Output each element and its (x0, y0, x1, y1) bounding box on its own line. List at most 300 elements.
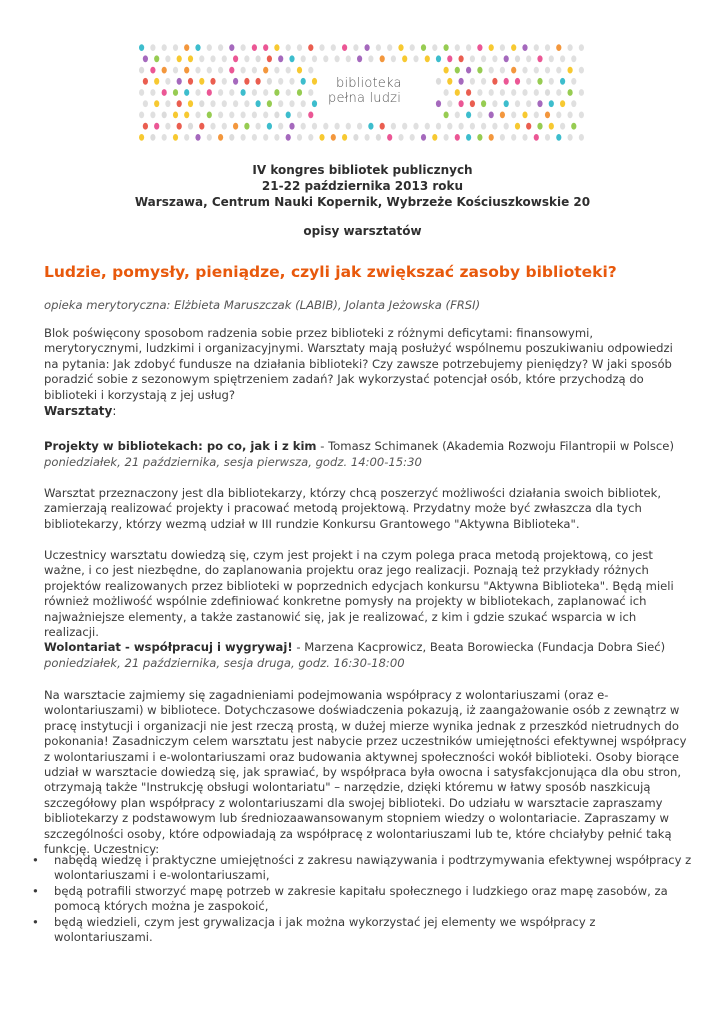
decorative-dot (444, 44, 449, 51)
decorative-dot (534, 89, 539, 96)
decorative-dot (560, 55, 565, 62)
decorative-dot (537, 78, 542, 85)
decorative-dot (447, 123, 452, 130)
workshop-1-authors: - Tomasz Schimanek (Akademia Rozwoju Filantropii w Polsce) (316, 439, 674, 453)
decorative-dot (199, 78, 204, 85)
decorative-dot (195, 44, 200, 51)
decorative-dot (504, 100, 509, 107)
decorative-dot (154, 123, 159, 130)
decorative-dot (210, 100, 215, 107)
decorative-dot (263, 134, 268, 141)
decorative-dot (522, 44, 527, 51)
decorative-dot (459, 55, 464, 62)
decorative-dot (297, 89, 302, 96)
decorative-dot (500, 44, 505, 51)
decorative-dot (522, 89, 527, 96)
decorative-dot (244, 78, 249, 85)
list-item (32, 853, 692, 884)
decorative-dot (301, 123, 306, 130)
document-subtitle: opisy warsztatów (303, 224, 422, 238)
workshop-1-schedule: poniedziałek, 21 października, sesja pierwsza, godz. 14:00-15:30 (44, 455, 422, 469)
decorative-dot (139, 112, 144, 119)
decorative-dot (274, 134, 279, 141)
decorative-dot (500, 67, 505, 74)
decorative-dot (289, 100, 294, 107)
decorative-dot (150, 44, 155, 51)
workshops-label-colon: : (112, 404, 117, 418)
workshop-1-paragraph-1: Warsztat przeznaczony jest dla bibliotekarzy, którzy chcą poszerzyć możliwości działania swoich bibliotek, zamierzają realizować projekty i pracować metodą projektową. Przydatny może być zwłaszcza dla tych bibliotekarzy, którzy wezmą udział w III rundzie Konkursu Grantowego "Aktywna Biblioteka". (44, 486, 662, 531)
decorative-dot (165, 123, 170, 130)
workshop-1-title: Projekty w bibliotekach: po co, jak i z kim (44, 439, 317, 453)
decorative-dot (252, 112, 257, 119)
decorative-dot (308, 112, 313, 119)
decorative-dot (537, 100, 542, 107)
decorative-dot (241, 112, 246, 119)
decorative-dot (335, 55, 340, 62)
decorative-dot (286, 112, 291, 119)
decorative-dot (162, 67, 167, 74)
decorative-dot (534, 44, 539, 51)
decorative-dot (233, 123, 238, 130)
decorative-dot (252, 44, 257, 51)
decorative-dot (444, 67, 449, 74)
decorative-dot (188, 78, 193, 85)
decorative-dot (301, 100, 306, 107)
decorative-dot (165, 100, 170, 107)
decorative-dot (331, 134, 336, 141)
decorative-dot (244, 55, 249, 62)
decorative-dot (515, 100, 520, 107)
decorative-dot (233, 78, 238, 85)
decorative-dot (263, 112, 268, 119)
decorative-dot (526, 100, 531, 107)
decorative-dot (568, 89, 573, 96)
decorative-dot (436, 100, 441, 107)
decorative-dot (571, 55, 576, 62)
decorative-dot (218, 67, 223, 74)
decorative-dot (511, 44, 516, 51)
decorative-dot (492, 100, 497, 107)
decorative-dot (534, 112, 539, 119)
decorative-dot (139, 67, 144, 74)
decorative-dot (534, 67, 539, 74)
decorative-dot (319, 134, 324, 141)
decorative-dot (274, 44, 279, 51)
decorative-dot (436, 78, 441, 85)
decorative-dot (515, 55, 520, 62)
decorative-dot (470, 78, 475, 85)
decorative-dot (571, 100, 576, 107)
banner-line-2: pełna ludzi (328, 91, 402, 106)
decorative-dot (537, 123, 542, 130)
decorative-dot (447, 100, 452, 107)
decorative-dot (241, 89, 246, 96)
decorative-dot (549, 123, 554, 130)
decorative-dot (455, 89, 460, 96)
decorative-dot (308, 67, 313, 74)
decorative-dot (481, 78, 486, 85)
decorative-dot (380, 123, 385, 130)
decorative-dot (241, 67, 246, 74)
decorative-dot (297, 112, 302, 119)
decorative-dot (492, 55, 497, 62)
decorative-dot (579, 67, 584, 74)
decorative-dot (511, 112, 516, 119)
decorative-dot (263, 44, 268, 51)
decorative-dot (466, 112, 471, 119)
decorative-dot (244, 100, 249, 107)
decorative-dot (402, 55, 407, 62)
decorative-dot (297, 67, 302, 74)
decorative-dot (229, 89, 234, 96)
decorative-dot (534, 134, 539, 141)
decorative-dot (515, 78, 520, 85)
decorative-dot (568, 112, 573, 119)
decorative-dot (545, 44, 550, 51)
decorative-dot (165, 55, 170, 62)
decorative-dot (188, 100, 193, 107)
decorative-dot (387, 44, 392, 51)
decorative-dot (549, 100, 554, 107)
decorative-dot (139, 44, 144, 51)
decorative-dot (522, 134, 527, 141)
list-item-text: będą wiedzieli, czym jest grywalizacja i jak można wykorzystać jej elementy we współpracy z wolontariuszami. (54, 914, 596, 945)
decorative-dot (391, 55, 396, 62)
decorative-dot (560, 78, 565, 85)
decorative-dot (286, 134, 291, 141)
decorative-dot (173, 134, 178, 141)
decorative-dot (376, 44, 381, 51)
decorative-dot (504, 123, 509, 130)
decorative-dot (470, 100, 475, 107)
workshop-2-authors: - Marzena Kacprowicz, Beata Borowiecka (Fundacja Dobra Sieć) (292, 640, 666, 654)
decorative-dot (511, 134, 516, 141)
decorative-dot (256, 55, 261, 62)
decorative-dot (504, 55, 509, 62)
decorative-dot (229, 44, 234, 51)
decorative-dot (342, 134, 347, 141)
decorative-dot (568, 134, 573, 141)
decorative-dot (297, 44, 302, 51)
decorative-dot (556, 67, 561, 74)
decorative-dot (154, 78, 159, 85)
section-intro: Blok poświęcony sposobom radzenia sobie przez biblioteki z różnymi deficytami: finansowymi, merytorycznymi, ludzkimi i organizacyjnymi. Warsztaty mają posłużyć wspólnemu poszukiwaniu odpowiedzi na pytania: Jak zdobyć fundusze na działania biblioteki? Czy zawsze potrzebujemy pieniędzy? W jaki sposób poradzić sobie z sezonowym spiętrzeniem zadań? Jak wykorzystać potencjał osób, które przychodzą do biblioteki i korzystają z jej usług? (44, 326, 673, 402)
decorative-dot (504, 78, 509, 85)
decorative-dot (184, 134, 189, 141)
workshop-2-paragraph-1: Na warsztacie zajmiemy się zagadnieniami podejmowania współpracy z wolontariuszami (oraz e-wolontariuszami) w bibliotece. Dotychczasowe doświadczenia pokazują, iż zaangażowanie osób z zewnątrz w pracę instytucji i organizacji nie jest rzeczą prostą, w dużej mierze wynika jednak z przeszkód nietrudnych do pokonania! Zasadniczym celem warsztatu jest nabycie przez uczestników umiejętności efektywnej współpracy z wolontariuszami i e-wolontariuszami oraz budowania aktywnej społeczności wokół biblioteki. Osoby biorące udział w warsztacie dowiedzą się, jak sprawiać, by współpraca była owocna i satysfakcjonująca dla obu stron, otrzymają także "Instrukcję obsługi wolontariatu" – narzędzie, dzięki któremu w łatwy sposób naszkicują szczegółowy plan współpracy z wolontariuszami dla swojej biblioteki. Do udziału w warsztacie zapraszamy bibliotekarzy z podstawowym lub średniozaawansowanym stopniem wiedzy o wolontariacie. Zapraszamy w szczególności osoby, które odpowiadają za współpracę z wolontariuszami lub te, które chciałyby pełnić taką funkcję. Uczestnicy: (44, 688, 687, 857)
bullet-icon: • (32, 853, 39, 867)
decorative-dot (481, 100, 486, 107)
decorative-dot (301, 55, 306, 62)
decorative-dot (207, 112, 212, 119)
decorative-dot (267, 123, 272, 130)
decorative-dot (222, 123, 227, 130)
decorative-dot (323, 55, 328, 62)
decorative-dot (308, 134, 313, 141)
decorative-dot (368, 55, 373, 62)
list-item (32, 915, 692, 946)
decorative-dot (455, 112, 460, 119)
decorative-dot (173, 112, 178, 119)
decorative-dot (274, 89, 279, 96)
decorative-dot (492, 123, 497, 130)
decorative-dot (210, 78, 215, 85)
decorative-dot (477, 44, 482, 51)
decorative-dot (391, 123, 396, 130)
decorative-dot (436, 55, 441, 62)
list-item-text: nabędą wiedzę i praktyczne umiejętności z zakresu nawiązywania i podtrzymywania efektywnej współpracy z wolontariuszami i e-wolontariuszami, (54, 853, 692, 883)
list-item-text: będą potrafili stworzyć mapę potrzeb w zakresie kapitału społecznego i ludzkiego oraz mapę zasobów, za pomocą których można je zaspokoić, (54, 883, 668, 914)
decorative-dot (195, 67, 200, 74)
decorative-dot (252, 67, 257, 74)
banner-line-1: biblioteka (336, 76, 402, 91)
decorative-dot (545, 89, 550, 96)
decorative-dot (545, 67, 550, 74)
decorative-dot (477, 112, 482, 119)
decorative-dot (447, 55, 452, 62)
workshop-1-heading (44, 439, 689, 454)
decorative-dot (289, 78, 294, 85)
decorative-dot (233, 55, 238, 62)
decorative-dot (466, 67, 471, 74)
section-title: Ludzie, pomysły, pieniądze, czyli jak zwiększać zasoby biblioteki? (44, 263, 617, 281)
decorative-dot (492, 78, 497, 85)
decorative-dot (207, 134, 212, 141)
decorative-dot (455, 44, 460, 51)
decorative-dot (308, 89, 313, 96)
decorative-dot (357, 55, 362, 62)
decorative-dot (278, 55, 283, 62)
decorative-dot (218, 44, 223, 51)
decorative-dot (267, 100, 272, 107)
decorative-dot (195, 89, 200, 96)
decorative-dot (568, 67, 573, 74)
decorative-dot (522, 112, 527, 119)
decorative-dot (353, 134, 358, 141)
decorative-dot (143, 100, 148, 107)
decorative-dot (481, 123, 486, 130)
list-item (32, 884, 692, 915)
workshop-2-schedule: poniedziałek, 21 października, sesja druga, godz. 16:30-18:00 (44, 656, 405, 670)
decorative-dot (556, 112, 561, 119)
decorative-dot (229, 67, 234, 74)
decorative-dot (143, 123, 148, 130)
decorative-dot (195, 112, 200, 119)
decorative-dot (489, 67, 494, 74)
decorative-dot (455, 67, 460, 74)
decorative-dot (308, 44, 313, 51)
decorative-dot (511, 67, 516, 74)
decorative-dot (210, 55, 215, 62)
decorative-dot (312, 78, 317, 85)
workshop-2-heading (44, 640, 689, 655)
decorative-dot (489, 112, 494, 119)
decorative-dot (162, 44, 167, 51)
decorative-dot (335, 123, 340, 130)
decorative-dot (207, 67, 212, 74)
decorative-dot (184, 67, 189, 74)
decorative-dot (489, 134, 494, 141)
decorative-dot (150, 134, 155, 141)
decorative-dot (263, 67, 268, 74)
decorative-dot (466, 89, 471, 96)
decorative-dot (537, 55, 542, 62)
workshops-label (44, 404, 116, 418)
decorative-dot (267, 78, 272, 85)
decorative-dot (150, 67, 155, 74)
decorative-dot (560, 123, 565, 130)
decorative-dot (579, 44, 584, 51)
conference-venue: Warszawa, Centrum Nauki Kopernik, Wybrzeże Kościuszkowskie 20 (134, 195, 591, 209)
decorative-dot (218, 134, 223, 141)
decorative-dot (229, 134, 234, 141)
decorative-dot (436, 123, 441, 130)
decorative-dot (466, 134, 471, 141)
decorative-dot (526, 123, 531, 130)
decorative-dot (398, 44, 403, 51)
decorative-dot (323, 123, 328, 130)
decorative-dot (410, 134, 415, 141)
decorative-dot (222, 78, 227, 85)
decorative-dot (549, 78, 554, 85)
decorative-dot (466, 44, 471, 51)
decorative-dot (173, 67, 178, 74)
decorative-dot (357, 123, 362, 130)
decorative-dot (199, 123, 204, 130)
decorative-dot (346, 55, 351, 62)
decorative-dot (165, 78, 170, 85)
workshop-2-outcomes-list (32, 853, 692, 945)
decorative-dot (162, 112, 167, 119)
decorative-dot (252, 89, 257, 96)
decorative-dot (515, 123, 520, 130)
decorative-dot (184, 89, 189, 96)
decorative-dot (402, 123, 407, 130)
decorative-dot (256, 100, 261, 107)
decorative-dot (470, 123, 475, 130)
decorative-dot (579, 89, 584, 96)
decorative-dot (177, 100, 182, 107)
decorative-dot (455, 134, 460, 141)
decorative-dot (556, 44, 561, 51)
decorative-dot (353, 44, 358, 51)
decorative-dot (286, 67, 291, 74)
decorative-dot (256, 78, 261, 85)
decorative-dot (571, 123, 576, 130)
decorative-dot (207, 89, 212, 96)
decorative-dot (410, 44, 415, 51)
decorative-dot (413, 123, 418, 130)
decorative-dot (286, 44, 291, 51)
decorative-dot (365, 134, 370, 141)
decorative-dot (444, 134, 449, 141)
decorative-dot (319, 44, 324, 51)
workshop-1-paragraph-2: Uczestnicy warsztatu dowiedzą się, czym jest projekt i na czym polega praca metodą projektową, co jest ważne, i co jest niezbędne, do zaplanowania projektu oraz jego realizacji. Poznają też przykłady różnych projektów realizowanych przez biblioteki w poprzednich edycjach konkursu "Aktywna Biblioteka". Będą mieli również możliwość wspólnie zdefiniować konkretne pomysły na projekty w bibliotekach, zaplanować ich najważniejsze elementy, a także zastanowić się, jak je realizować, z kim i gdzie szukać wsparcia w ich realizacji. (44, 548, 674, 640)
decorative-dot (188, 123, 193, 130)
decorative-dot (432, 44, 437, 51)
decorative-dot (342, 44, 347, 51)
decorative-dot (470, 55, 475, 62)
decorative-dot (571, 78, 576, 85)
decorative-dot (500, 112, 505, 119)
decorative-dot (263, 89, 268, 96)
decorative-dot (286, 89, 291, 96)
decorative-dot (139, 89, 144, 96)
decorative-dot (289, 55, 294, 62)
decorative-dot (154, 55, 159, 62)
decorative-dot (579, 112, 584, 119)
decorative-dot (177, 78, 182, 85)
decorative-dot (289, 123, 294, 130)
decorative-dot (278, 123, 283, 130)
decorative-dot (256, 123, 261, 130)
decorative-dot (278, 78, 283, 85)
decorative-dot (143, 78, 148, 85)
decorative-dot (568, 44, 573, 51)
decorative-dot (545, 134, 550, 141)
workshop-2-title: Wolontariat - współpracuj i wygrywaj! (44, 640, 293, 654)
decorative-dot (274, 112, 279, 119)
decorative-dot (312, 123, 317, 130)
decorative-dot (312, 100, 317, 107)
decorative-dot (526, 78, 531, 85)
decorative-dot (162, 134, 167, 141)
workshops-label-text: Warsztaty (44, 404, 113, 418)
decorative-dot (556, 134, 561, 141)
decorative-dot (195, 134, 200, 141)
decorative-dot (549, 55, 554, 62)
decorative-dot (207, 44, 212, 51)
decorative-dot (241, 134, 246, 141)
decorative-dot (222, 100, 227, 107)
conference-date: 21-22 października 2013 roku (261, 179, 464, 193)
decorative-dot (511, 89, 516, 96)
decorative-dot (143, 55, 148, 62)
decorative-dot (444, 112, 449, 119)
decorative-dot (222, 55, 227, 62)
decorative-dot (184, 112, 189, 119)
decorative-dot (444, 89, 449, 96)
decorative-dot (376, 134, 381, 141)
decorative-dot (162, 89, 167, 96)
decorative-dot (545, 112, 550, 119)
decorative-dot (210, 123, 215, 130)
decorative-dot (477, 67, 482, 74)
decorative-dot (500, 134, 505, 141)
decorative-dot (312, 55, 317, 62)
bullet-icon: • (32, 883, 39, 898)
decorative-dot (173, 44, 178, 51)
decorative-dot (477, 89, 482, 96)
decorative-dot (233, 100, 238, 107)
decorative-dot (459, 78, 464, 85)
decorative-dot (218, 112, 223, 119)
decorative-dot (297, 134, 302, 141)
conference-title: IV kongres bibliotek publicznych (252, 163, 473, 177)
decorative-dot (489, 89, 494, 96)
decorative-dot (432, 134, 437, 141)
decorative-dot (368, 123, 373, 130)
decorative-dot (229, 112, 234, 119)
decorative-dot (425, 55, 430, 62)
bullet-icon: • (32, 914, 39, 929)
decorative-dot (579, 134, 584, 141)
decorative-dot (218, 89, 223, 96)
decorative-dot (500, 89, 505, 96)
decorative-dot (184, 44, 189, 51)
decorative-dot (331, 44, 336, 51)
decorative-dot (252, 134, 257, 141)
